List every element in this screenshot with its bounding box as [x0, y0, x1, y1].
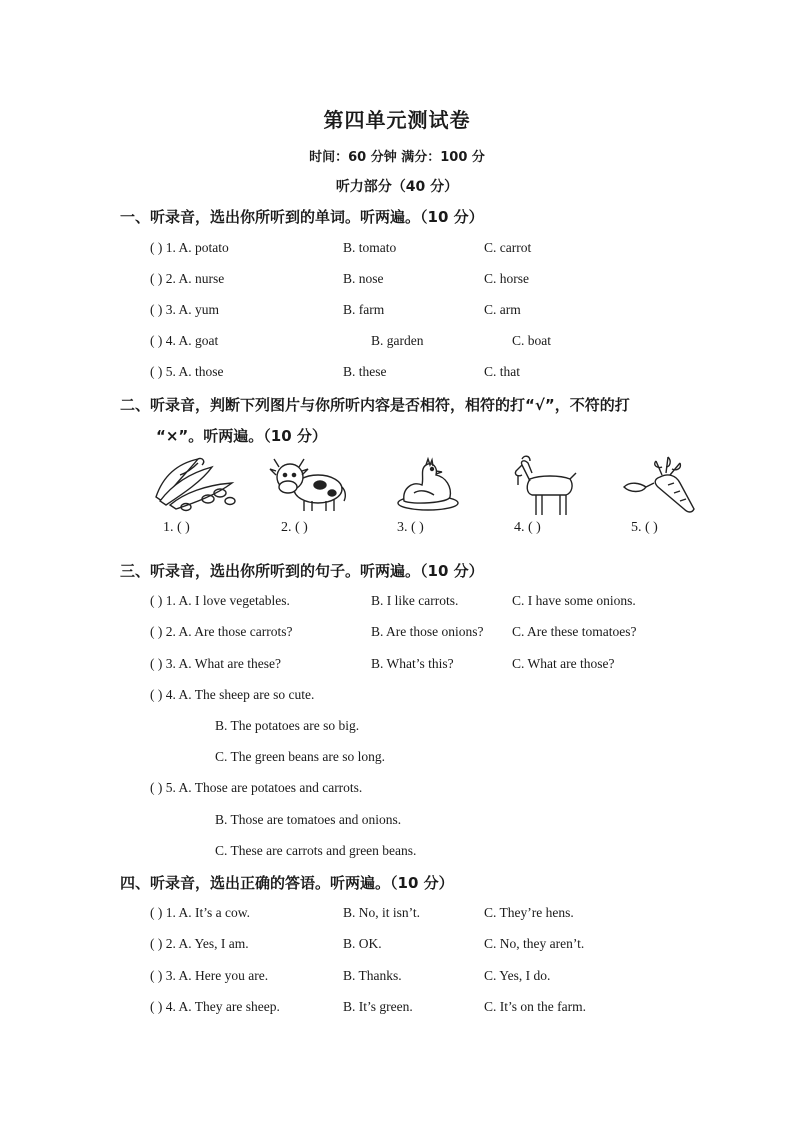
s3-q2-option-a: ( ) 2. A. Are those carrots?	[150, 624, 293, 639]
s4-q2-option-c: C. No, they aren’t.	[484, 936, 585, 951]
s1-q5-option-c: C. that	[484, 364, 520, 379]
picture-4-answer[interactable]: 4. ( )	[514, 520, 541, 535]
s3-q2-option-c: C. Are these tomatoes?	[512, 624, 637, 639]
s3-q1-option-a: ( ) 1. A. I love vegetables.	[150, 593, 290, 608]
picture-3-answer[interactable]: 3. ( )	[397, 520, 424, 535]
goat-icon	[510, 455, 580, 517]
s3-q3-option-c: C. What are those?	[512, 656, 615, 671]
s1-q2-option-b: B. nose	[343, 271, 384, 286]
carrot-icon	[622, 455, 702, 515]
s4-q3-option-c: C. Yes, I do.	[484, 968, 551, 983]
s1-q5-option-b: B. these	[343, 364, 387, 379]
green-beans-icon	[150, 455, 242, 513]
cow-icon	[268, 455, 348, 513]
s3-q4-option-c: C. The green beans are so long.	[215, 749, 385, 764]
s4-q4-option-c: C. It’s on the farm.	[484, 999, 586, 1014]
picture-1-answer[interactable]: 1. ( )	[163, 520, 190, 535]
s1-q2-option-c: C. horse	[484, 271, 529, 286]
part-heading: 听力部分（40 分）	[335, 179, 459, 195]
s3-q4-option-b: B. The potatoes are so big.	[215, 718, 360, 733]
section-1-heading: 一、听录音，选出你所听到的单词。听两遍。（10 分）	[120, 208, 484, 226]
s3-q5-option-c: C. These are carrots and green beans.	[215, 843, 417, 858]
s1-q1-option-a: ( ) 1. A. potato	[150, 240, 229, 255]
s4-q4-option-b: B. It’s green.	[343, 999, 413, 1014]
s3-q3-option-a: ( ) 3. A. What are these?	[150, 656, 281, 671]
s1-q3-option-c: C. arm	[484, 302, 521, 317]
s4-q2-option-a: ( ) 2. A. Yes, I am.	[150, 936, 249, 951]
s3-q1-option-b: B. I like carrots.	[371, 593, 459, 608]
hen-icon	[392, 455, 462, 513]
section-2-heading-line2: “×”。听两遍。（10 分）	[156, 427, 327, 445]
s4-q4-option-a: ( ) 4. A. They are sheep.	[150, 999, 280, 1014]
s4-q2-option-b: B. OK.	[343, 936, 382, 951]
section-4-heading: 四、听录音，选出正确的答语。听两遍。（10 分）	[120, 874, 454, 892]
s1-q4-option-b: B. garden	[371, 333, 424, 348]
s1-q5-option-a: ( ) 5. A. those	[150, 364, 224, 379]
s4-q3-option-a: ( ) 3. A. Here you are.	[150, 968, 269, 983]
s3-q1-option-c: C. I have some onions.	[512, 593, 636, 608]
section-3-heading: 三、听录音，选出你所听到的句子。听两遍。（10 分）	[120, 562, 484, 580]
s4-q3-option-b: B. Thanks.	[343, 968, 402, 983]
page-title: 第四单元测试卷	[323, 108, 471, 132]
s1-q1-option-c: C. carrot	[484, 240, 532, 255]
s4-q1-option-a: ( ) 1. A. It’s a cow.	[150, 905, 250, 920]
s3-q5-option-b: B. Those are tomatoes and onions.	[215, 812, 402, 827]
s1-q2-option-a: ( ) 2. A. nurse	[150, 271, 225, 286]
s4-q1-option-c: C. They’re hens.	[484, 905, 574, 920]
s1-q4-option-c: C. boat	[512, 333, 551, 348]
s3-q3-option-b: B. What’s this?	[371, 656, 454, 671]
s3-q2-option-b: B. Are those onions?	[371, 624, 484, 639]
section-2-heading-line1: 二、听录音，判断下列图片与你所听内容是否相符，相符的打“√”，不符的打	[120, 396, 630, 414]
s3-q4-option-a: ( ) 4. A. The sheep are so cute.	[150, 687, 315, 702]
s3-q5-option-a: ( ) 5. A. Those are potatoes and carrots.	[150, 780, 363, 795]
s1-q4-option-a: ( ) 4. A. goat	[150, 333, 219, 348]
s1-q3-option-a: ( ) 3. A. yum	[150, 302, 219, 317]
exam-meta: 时间：60 分钟 满分：100 分	[309, 150, 485, 165]
s1-q1-option-b: B. tomato	[343, 240, 397, 255]
s4-q1-option-b: B. No, it isn’t.	[343, 905, 421, 920]
picture-5-answer[interactable]: 5. ( )	[631, 520, 658, 535]
s1-q3-option-b: B. farm	[343, 302, 385, 317]
picture-2-answer[interactable]: 2. ( )	[281, 520, 308, 535]
